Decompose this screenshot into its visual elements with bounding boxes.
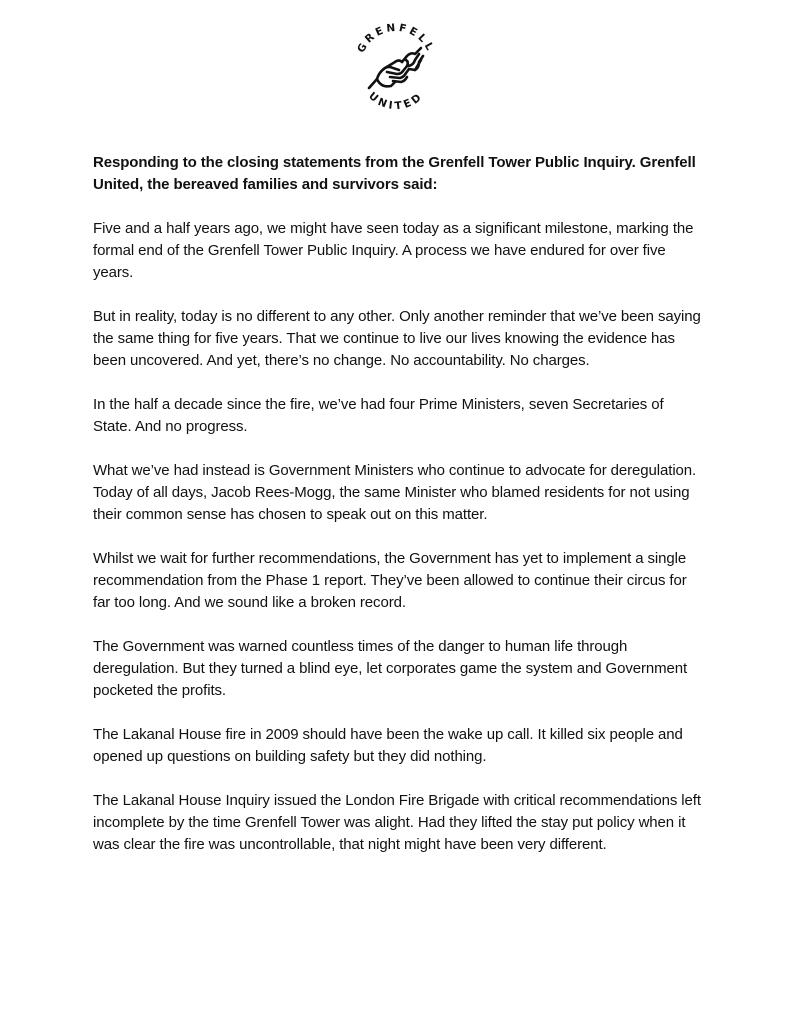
- statement-paragraph: The Government was warned countless times of the danger to human life through deregulation. But they turned a blind eye, let corporates game the system and Government pocketed the profits.: [93, 638, 688, 699]
- statement-paragraph: The Lakanal House Inquiry issued the London Fire Brigade with critical recommendations left incomplete by the time Grenfell Tower was alight. Had they lifted the stay put policy when it was clear the fire was uncontrollable, that night might have been very different.: [93, 792, 701, 853]
- logo-bottom-text: UNITED: [366, 89, 426, 113]
- statement-paragraph: The Lakanal House fire in 2009 should have been the wake up call. It killed six people and opened up questions on building safety but they did nothing.: [93, 726, 683, 765]
- grenfell-united-logo: [345, 14, 445, 124]
- statement-paragraph: In the half a decade since the fire, we’ve had four Prime Ministers, seven Secretaries of State. And no progress.: [93, 396, 664, 435]
- statement-paragraph: What we’ve had instead is Government Ministers who continue to advocate for deregulation. Today of all days, Jacob Rees-Mogg, the same Minister who blamed residents for not using their common sense has chosen to speak out on this matter.: [93, 462, 697, 523]
- svg-text:GRENFELL: [355, 22, 437, 55]
- clasped-hands-icon: [345, 14, 445, 124]
- statement-paragraph: Five and a half years ago, we might have seen today as a significant milestone, marking the formal end of the Grenfell Tower Public Inquiry. A process we have endured for over five years.: [93, 220, 694, 281]
- logo-top-text: GRENFELL: [355, 21, 437, 55]
- svg-text:UNITED: [366, 90, 426, 112]
- statement-body: [93, 152, 703, 878]
- statement-paragraph: Whilst we wait for further recommendations, the Government has yet to implement a single recommendation from the Phase 1 report. They’ve been allowed to continue their circus for far too long. And we sound like a broken record.: [93, 550, 687, 611]
- statement-intro: Responding to the closing statements from the Grenfell Tower Public Inquiry. Grenfell United, the bereaved families and survivors said:: [93, 154, 696, 193]
- statement-paragraph: But in reality, today is no different to any other. Only another reminder that we’ve been saying the same thing for five years. That we continue to live our lives knowing the evidence has been uncovered. And yet, there’s no change. No accountability. No charges.: [93, 308, 701, 369]
